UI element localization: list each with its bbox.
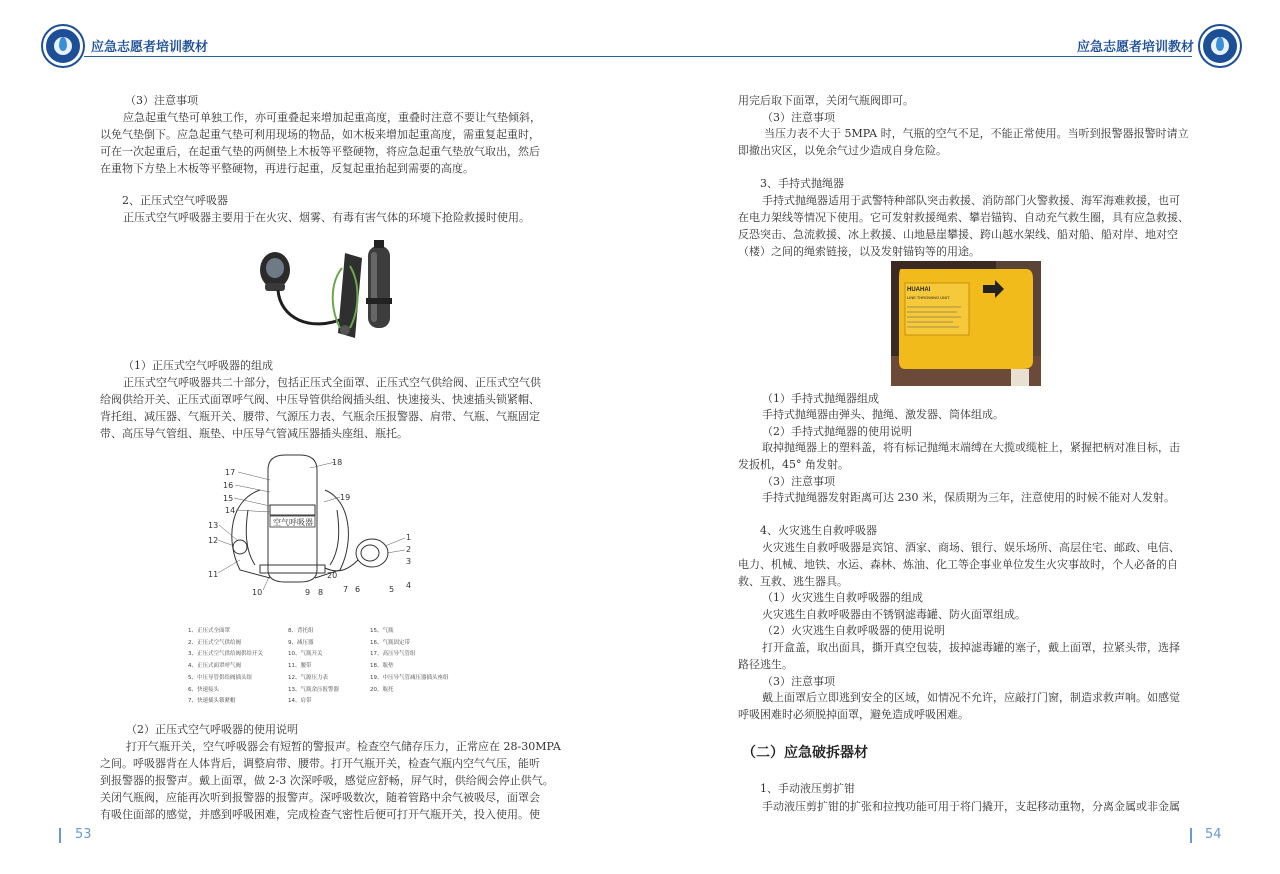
subsection-heading: （2）正压式空气呼吸器的使用说明 bbox=[126, 723, 298, 736]
callout-2: 2 bbox=[406, 545, 412, 554]
text-line: （3）注意事项 bbox=[125, 94, 198, 107]
callout-15: 15 bbox=[223, 494, 234, 503]
legend-item: 5、中压导管供给阀插头组 bbox=[188, 674, 253, 681]
legend-item: 6、快速接头 bbox=[188, 686, 219, 693]
legend-item: 2、正压式空气供给阀 bbox=[188, 639, 241, 646]
apparatus-component-diagram bbox=[200, 450, 425, 600]
subsection-heading: （2）火灾逃生自救呼吸器的使用说明 bbox=[762, 624, 945, 637]
subsection-heading: （2）手持式抛绳器的使用说明 bbox=[762, 425, 912, 438]
text-line: 当压力表不大于 5MPA 时，气瓶的空气不足，不能正常使用。当听到报警器报警时请立 bbox=[764, 127, 1189, 140]
callout-7: 7 bbox=[343, 585, 349, 594]
line-throwing-unit-photo bbox=[891, 261, 1041, 386]
text-line: 打开气瓶开关，空气呼吸器会有短暂的警报声。检查空气储存压力，正常应在 28-30MPA bbox=[126, 740, 561, 753]
text-line: 手动液压剪扩钳的扩张和拉拽功能可用于将门撬开，支起移动重物，分离金属或非金属 bbox=[762, 800, 1180, 813]
text-line: 到报警器的报警声。戴上面罩，做 2-3 次深呼吸，感觉应舒畅，屏气时，供给阀会停止供气。 bbox=[100, 774, 554, 787]
diagram-legend bbox=[188, 626, 449, 708]
callout-4: 4 bbox=[406, 581, 412, 590]
right-header-title: 应急志愿者培训教材 bbox=[1077, 40, 1195, 55]
text-line: 呼吸困难时必须脱掉面罩，避免造成呼吸困难。 bbox=[738, 708, 969, 721]
photo-brand-text: HUAHAI bbox=[907, 287, 931, 293]
text-line: 火灾逃生自救呼吸器是宾馆、酒家、商场、银行、娱乐场所、高层住宅、邮政、电信、 bbox=[762, 541, 1180, 554]
right-page-number-bar bbox=[1190, 828, 1192, 843]
text-line: 在重物下方垫上木板等平整硬物，再进行起重，反复起重抬起到需要的高度。 bbox=[100, 162, 474, 175]
callout-13: 13 bbox=[208, 521, 219, 530]
breathing-apparatus-photo bbox=[250, 238, 410, 346]
legend-item: 14、肩带 bbox=[288, 698, 312, 705]
callout-8: 8 bbox=[318, 588, 324, 597]
right-page-number: 54 bbox=[1205, 827, 1222, 842]
text-line: 可在一次起重后，在起重气垫的两侧垫上木板等平整硬物，将应急起重气垫放气取出，然后 bbox=[100, 145, 540, 158]
text-line: 反恐突击、急流救援、冰上救援、山地悬崖攀援、跨山越水架线、船对船、船对岸、地对空 bbox=[738, 228, 1178, 241]
legend-item: 7、快速插头锁紧帽 bbox=[188, 698, 236, 705]
legend-item: 8、背托组 bbox=[288, 628, 314, 634]
text-line: 打开盒盖，取出面具，撕开真空包装，拔掉滤毒罐的塞子，戴上面罩，拉紧头带，选择 bbox=[762, 641, 1180, 654]
text-line: 手持式抛绳器由弹头、抛绳、激发器、筒体组成。 bbox=[762, 408, 1004, 421]
text-line: 背托组、减压器、气瓶开关、腰带、气源压力表、气瓶余压报警器、肩带、气瓶、气瓶固定 bbox=[100, 410, 540, 423]
legend-item: 3、正压式空气供给阀供给开关 bbox=[188, 651, 264, 658]
callout-1: 1 bbox=[406, 533, 412, 542]
callout-10: 10 bbox=[252, 588, 263, 597]
left-header-rule bbox=[84, 56, 1192, 57]
legend-item: 1、正压式全面罩 bbox=[188, 628, 230, 634]
section-heading: 1、手动液压剪扩钳 bbox=[760, 782, 855, 795]
left-logo bbox=[43, 26, 83, 66]
callout-6: 6 bbox=[355, 585, 361, 594]
text-line: 发扳机，45° 角发射。 bbox=[738, 458, 849, 471]
left-page-number-bar bbox=[59, 828, 61, 843]
text-line: 关闭气瓶阀，应能再次听到报警器的报警声。深呼吸数次，随着管路中余气被吸尽，面罩会 bbox=[100, 791, 540, 804]
callout-20: 20 bbox=[327, 571, 338, 580]
callout-5: 5 bbox=[389, 585, 395, 594]
photo-product-text: LINE THROWING UNIT bbox=[907, 295, 950, 300]
legend-item: 15、气瓶 bbox=[370, 628, 394, 634]
text-line: 救、互救、逃生器具。 bbox=[738, 575, 848, 588]
text-line: （楼）之间的绳索链接，以及发射锚钩等的用途。 bbox=[738, 245, 980, 258]
legend-item: 11、腰带 bbox=[288, 663, 312, 670]
text-line: 正压式空气呼吸器共二十部分，包括正压式全面罩、正压式空气供给阀、正压式空气供 bbox=[123, 376, 541, 389]
diagram-box-label: 空气呼吸器 bbox=[273, 518, 313, 527]
callout-19: 19 bbox=[340, 493, 351, 502]
text-line: 之间。呼吸器背在人体背后，调整肩带、腰带。打开气瓶开关，检查气瓶内空气气压，能听 bbox=[100, 757, 540, 770]
text-line: 在电力架线等情况下使用。它可发射救援绳索、攀岩锚钩、自动充气救生圈，具有应急救援、 bbox=[738, 211, 1189, 224]
subsection-heading: （3）注意事项 bbox=[762, 475, 835, 488]
callout-17: 17 bbox=[225, 468, 236, 477]
subsection-heading: （3）注意事项 bbox=[762, 111, 835, 124]
section-heading: 3、手持式抛绳器 bbox=[760, 177, 844, 190]
legend-item: 12、气源压力表 bbox=[288, 674, 328, 681]
text-line: 用完后取下面罩，关闭气瓶阀即可。 bbox=[738, 94, 914, 107]
text-line: 以免气垫倒下。应急起重气垫可利用现场的物品，如木板来增加起重高度，需重复起重时， bbox=[100, 128, 540, 141]
text-line: 手持式抛绳器适用于武警特种部队突击救援、消防部门火警救援、海军海难救援，也可 bbox=[762, 194, 1180, 207]
text-line: 即撤出灾区，以免余气过少造成自身危险。 bbox=[738, 144, 947, 157]
text-line: 有吸住面部的感觉，并感到呼吸困难，完成检查气密性后便可打开气瓶开关，投入使用。使 bbox=[100, 808, 540, 821]
subsection-heading: （1）火灾逃生自救呼吸器的组成 bbox=[762, 591, 923, 604]
text-line: 火灾逃生自救呼吸器由不锈钢滤毒罐、防火面罩组成。 bbox=[762, 608, 1026, 621]
text-line: 手持式抛绳器发射距离可达 230 米，保质期为三年，注意使用的时候不能对人发射。 bbox=[762, 491, 1175, 504]
callout-18: 18 bbox=[332, 458, 343, 467]
subsection-heading: （3）注意事项 bbox=[762, 675, 835, 688]
text-line: 给阀供给开关、正压式面罩呼气阀、中压导管供给阀插头组、快速接头、快速插头锁紧帽、 bbox=[100, 393, 540, 406]
left-page-number: 53 bbox=[75, 827, 92, 842]
text-line: 带、高压导气管组、瓶垫、中压导气管减压器插头座组、瓶托。 bbox=[100, 427, 408, 440]
text-line: 戴上面罩后立即逃到安全的区域，如情况不允许，应敲打门窗，制造求救声响。如感觉 bbox=[762, 691, 1180, 704]
legend-item: 13、气瓶余压报警器 bbox=[288, 686, 339, 693]
callout-3: 3 bbox=[406, 557, 412, 566]
text-line: 正压式空气呼吸器主要用于在火灾、烟雾、有毒有害气体的环境下抢险救援时使用。 bbox=[123, 211, 530, 224]
legend-item: 20、瓶托 bbox=[370, 686, 394, 693]
callout-14: 14 bbox=[225, 506, 236, 515]
callout-16: 16 bbox=[223, 481, 234, 490]
chapter-heading: （二）应急破拆器材 bbox=[742, 745, 868, 761]
right-logo bbox=[1200, 26, 1240, 66]
legend-item: 18、瓶垫 bbox=[370, 663, 394, 670]
subsection-heading: （1）手持式抛绳器组成 bbox=[762, 392, 879, 405]
legend-item: 10、气瓶开关 bbox=[288, 651, 323, 658]
callout-12: 12 bbox=[208, 536, 219, 545]
text-line: 取掉抛绳器上的塑料盖，将有标记抛绳末端缚在大揽或缆桩上，紧握把柄对准目标，击 bbox=[762, 441, 1180, 454]
left-header-title: 应急志愿者培训教材 bbox=[91, 40, 209, 55]
legend-item: 19、中压导气管减压器插头座组 bbox=[370, 674, 449, 681]
section-heading: 2、正压式空气呼吸器 bbox=[122, 194, 228, 207]
subsection-heading: （1）正压式空气呼吸器的组成 bbox=[123, 359, 273, 372]
legend-item: 4、正压式面罩呼气阀 bbox=[188, 663, 241, 670]
text-line: 电力、机械、地铁、水运、森林、炼油、化工等企事业单位发生火灾事故时，个人必备的自 bbox=[738, 558, 1178, 571]
text-line: 路径逃生。 bbox=[738, 658, 793, 671]
legend-item: 16、气瓶固定带 bbox=[370, 639, 410, 646]
callout-9: 9 bbox=[305, 588, 311, 597]
text-line: 应急起重气垫可单独工作，亦可重叠起来增加起重高度，重叠时注意不要让气垫倾斜， bbox=[123, 111, 541, 124]
section-heading: 4、火灾逃生自救呼吸器 bbox=[760, 524, 877, 537]
legend-item: 17、高压导气管组 bbox=[370, 651, 416, 658]
callout-11: 11 bbox=[208, 570, 219, 579]
legend-item: 9、减压器 bbox=[288, 639, 314, 646]
